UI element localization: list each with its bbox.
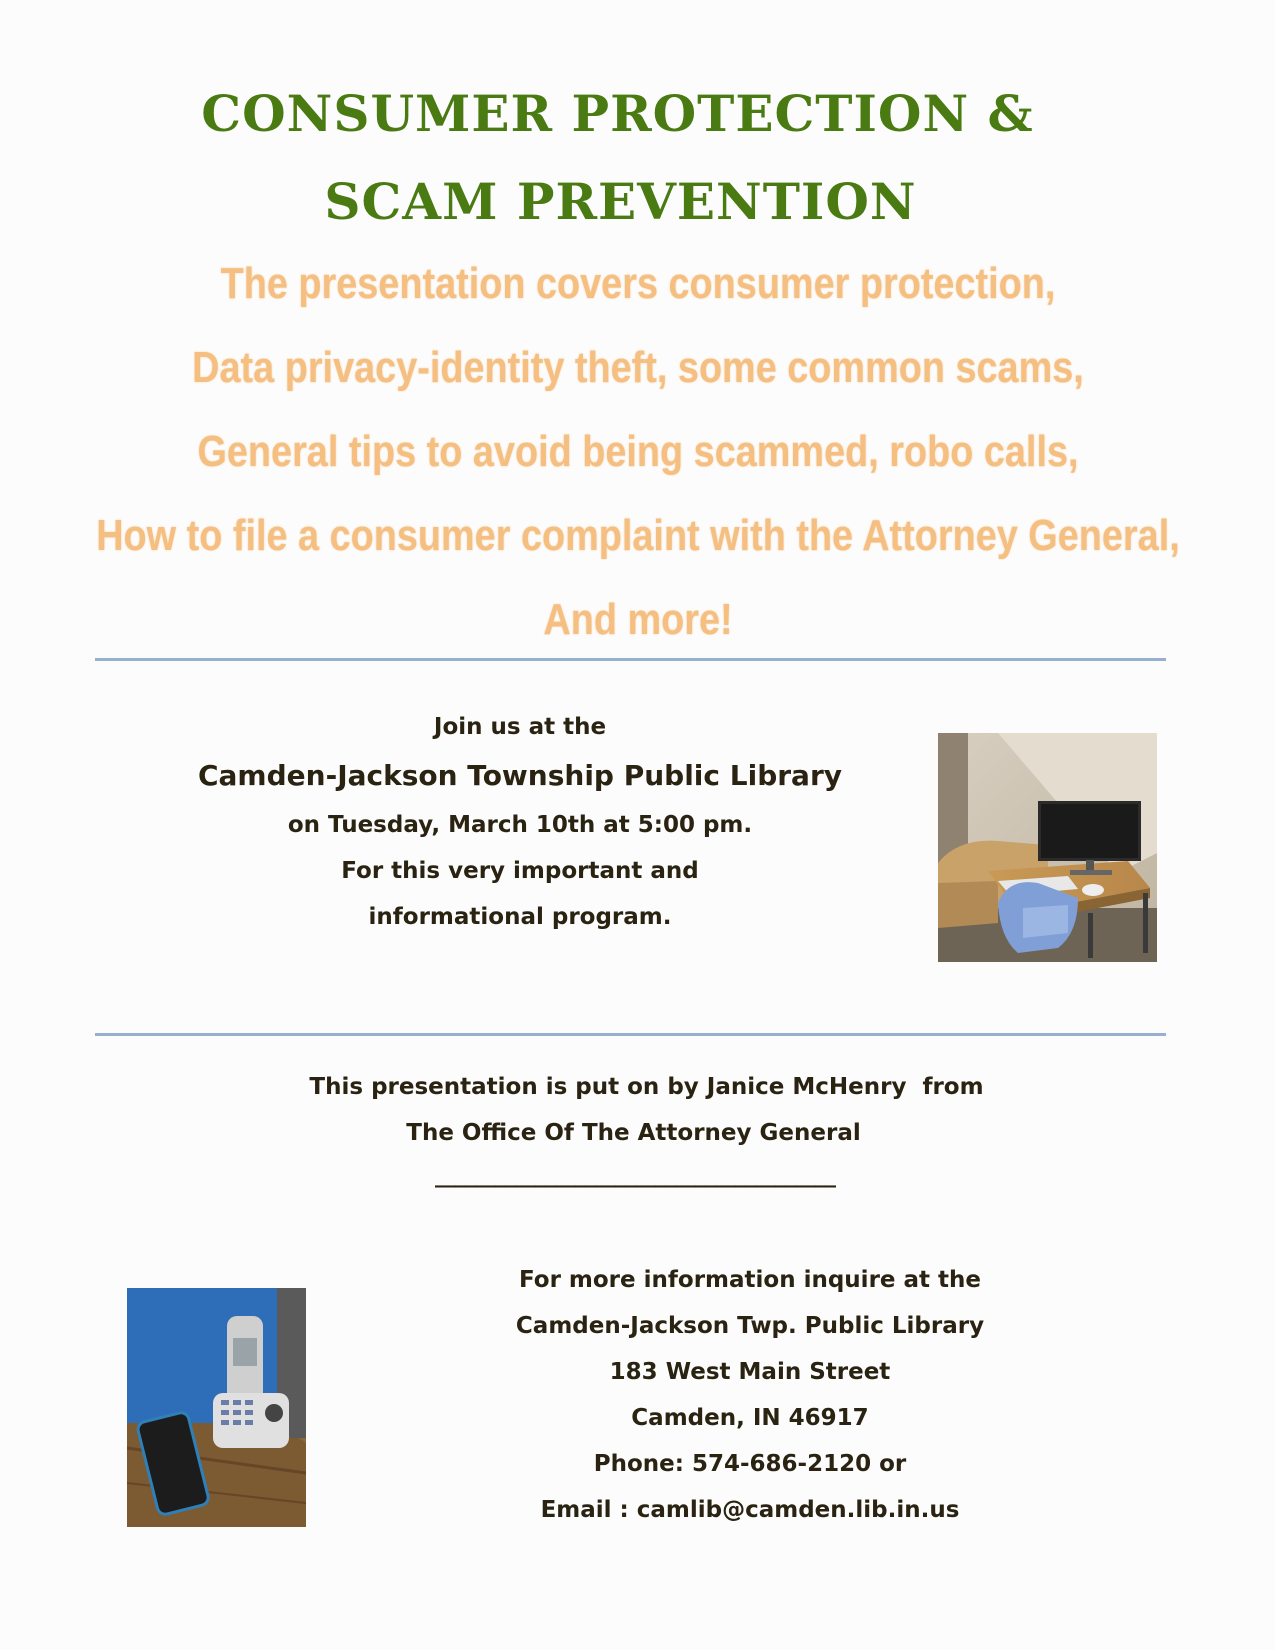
presenter-line-1: This presentation is put on by Janice McHenry from <box>309 1074 984 1100</box>
flyer-title-line-2: SCAM PREVENTION <box>324 172 917 231</box>
divider-top <box>95 658 1166 661</box>
topic-line: Data privacy-identity theft, some common scams, <box>192 343 1084 392</box>
topic-line: How to file a consumer complaint with the Attorney General, <box>96 511 1180 560</box>
telephone-photo <box>127 1288 306 1527</box>
event-datetime: on Tuesday, March 10th at 5:00 pm. <box>287 812 753 838</box>
event-intro: Join us at the <box>433 714 607 740</box>
event-venue: Camden-Jackson Township Public Library <box>197 759 842 792</box>
contact-city: Camden, IN 46917 <box>631 1405 869 1431</box>
contact-email: Email : camlib@camden.lib.in.us <box>540 1497 960 1523</box>
divider-middle <box>95 1033 1166 1036</box>
topic-line: The presentation covers consumer protection, <box>220 259 1056 308</box>
presenter-section <box>0 1064 1275 1196</box>
event-details <box>170 704 870 940</box>
topic-line: And more! <box>543 595 733 644</box>
contact-intro: For more information inquire at the <box>518 1267 982 1293</box>
topics-description <box>90 242 1187 662</box>
contact-phone: Phone: 574-686-2120 or <box>593 1451 907 1477</box>
contact-street: 183 West Main Street <box>609 1359 891 1385</box>
contact-library: Camden-Jackson Twp. Public Library <box>515 1313 985 1339</box>
presenter-line-2: The Office Of The Attorney General <box>406 1120 861 1146</box>
flyer-title-line-1: CONSUMER PROTECTION & <box>201 84 1034 143</box>
event-purpose-2: informational program. <box>368 904 672 930</box>
topic-line: General tips to avoid being scammed, robo calls, <box>197 427 1079 476</box>
dashed-separator: ________________________________________ <box>435 1163 835 1188</box>
library-computer-photo <box>938 733 1157 962</box>
contact-info <box>470 1257 1030 1533</box>
event-purpose-1: For this very important and <box>341 858 699 884</box>
